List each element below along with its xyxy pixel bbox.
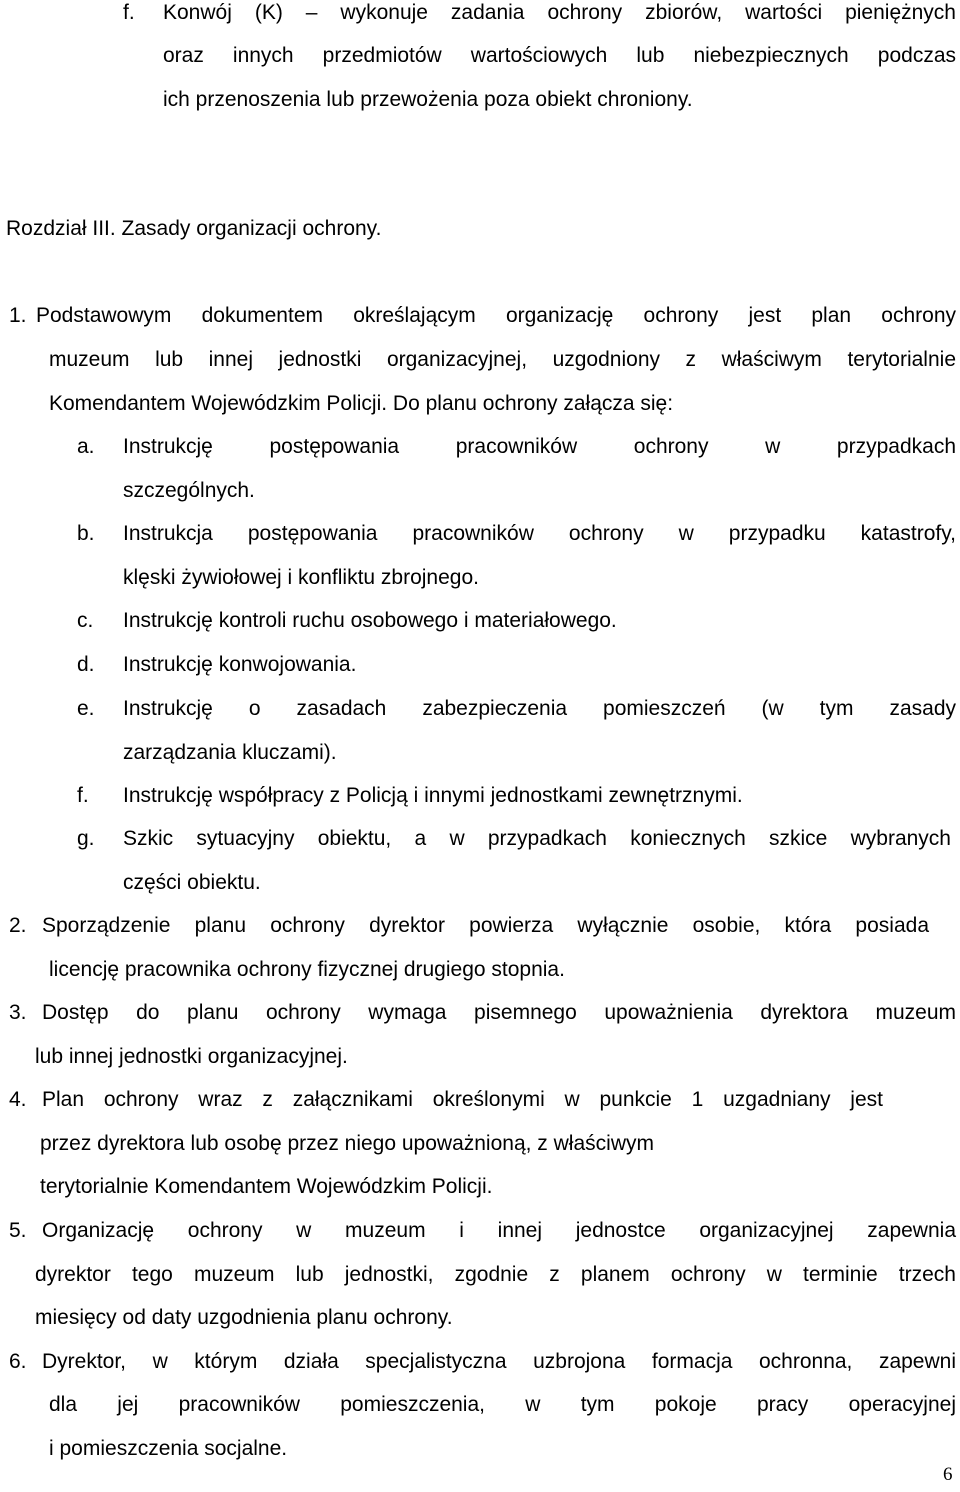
subitem-d-label: d.: [77, 653, 95, 676]
point-5-line-1: Organizację ochrony w muzeum i innej jednostce organizacyjnej zapewnia: [42, 1219, 956, 1242]
point-5-label: 5.: [9, 1219, 27, 1242]
point-6-label: 6.: [9, 1350, 27, 1373]
subitem-f-label: f.: [77, 784, 89, 807]
item-f-line-2: oraz innych przedmiotów wartościowych lub niebezpiecznych podczas: [163, 44, 956, 67]
subitem-e-line-2: zarządzania kluczami).: [123, 741, 337, 764]
chapter-heading: Rozdział III. Zasady organizacji ochrony.: [6, 217, 382, 240]
item-f-label: f.: [123, 1, 135, 24]
point-5-line-3: miesięcy od daty uzgodnienia planu ochrony.: [35, 1306, 453, 1329]
point-4-label: 4.: [9, 1088, 27, 1111]
item-f-line-1: Konwój (K) – wykonuje zadania ochrony zbiorów, wartości pieniężnych: [163, 1, 956, 24]
point-1-line-1: Podstawowym dokumentem określającym organizację ochrony jest plan ochrony: [36, 304, 956, 327]
point-1-line-3: Komendantem Wojewódzkim Policji. Do planu ochrony załącza się:: [49, 392, 674, 415]
subitem-g-line-1: Szkic sytuacyjny obiektu, a w przypadkach koniecznych szkice wybranych: [123, 827, 951, 850]
subitem-d-line-1: Instrukcję konwojowania.: [123, 653, 357, 676]
page-number: 6: [943, 1464, 953, 1485]
point-6-line-3: i pomieszczenia socjalne.: [49, 1437, 288, 1460]
point-3-line-2: lub innej jednostki organizacyjnej.: [35, 1045, 348, 1068]
subitem-e-label: e.: [77, 697, 95, 720]
subitem-c-label: c.: [77, 609, 94, 632]
subitem-b-line-1: Instrukcja postępowania pracowników ochrony w przypadku katastrofy,: [123, 522, 956, 545]
point-2-line-2: licencję pracownika ochrony fizycznej drugiego stopnia.: [49, 958, 565, 981]
subitem-a-line-2: szczególnych.: [123, 479, 255, 502]
point-5-line-2: dyrektor tego muzeum lub jednostki, zgodnie z planem ochrony w terminie trzech: [35, 1263, 956, 1286]
item-f-line-3: ich przenoszenia lub przewożenia poza obiekt chroniony.: [163, 88, 693, 111]
subitem-e-line-1: Instrukcję o zasadach zabezpieczenia pomieszczeń (w tym zasady: [123, 697, 956, 720]
subitem-b-label: b.: [77, 522, 95, 545]
subitem-c-line-1: Instrukcję kontroli ruchu osobowego i materiałowego.: [123, 609, 617, 632]
subitem-g-label: g.: [77, 827, 95, 850]
subitem-a-label: a.: [77, 435, 95, 458]
subitem-a-line-1: Instrukcję postępowania pracowników ochrony w przypadkach: [123, 435, 956, 458]
point-3-label: 3.: [9, 1001, 27, 1024]
point-6-line-1: Dyrektor, w którym działa specjalistyczna uzbrojona formacja ochronna, zapewni: [42, 1350, 956, 1373]
point-2-line-1: Sporządzenie planu ochrony dyrektor powierza wyłącznie osobie, która posiada: [42, 914, 929, 937]
point-3-line-1: Dostęp do planu ochrony wymaga pisemnego upoważnienia dyrektora muzeum: [42, 1001, 956, 1024]
point-2-label: 2.: [9, 914, 27, 937]
point-4-line-2: przez dyrektora lub osobę przez niego upoważnioną, z właściwym: [40, 1132, 654, 1155]
point-1-line-2: muzeum lub innej jednostki organizacyjnej, uzgodniony z właściwym terytorialnie: [49, 348, 956, 371]
point-6-line-2: dla jej pracowników pomieszczenia, w tym pokoje pracy operacyjnej: [49, 1393, 956, 1416]
point-1-label: 1.: [9, 304, 27, 327]
subitem-b-line-2: klęski żywiołowej i konfliktu zbrojnego.: [123, 566, 479, 589]
subitem-g-line-2: części obiektu.: [123, 871, 261, 894]
point-4-line-1: Plan ochrony wraz z załącznikami określonymi w punkcie 1 uzgadniany jest: [42, 1088, 883, 1111]
subitem-f-line-1: Instrukcję współpracy z Policją i innymi jednostkami zewnętrznymi.: [123, 784, 743, 807]
point-4-line-3: terytorialnie Komendantem Wojewódzkim Policji.: [40, 1175, 493, 1198]
